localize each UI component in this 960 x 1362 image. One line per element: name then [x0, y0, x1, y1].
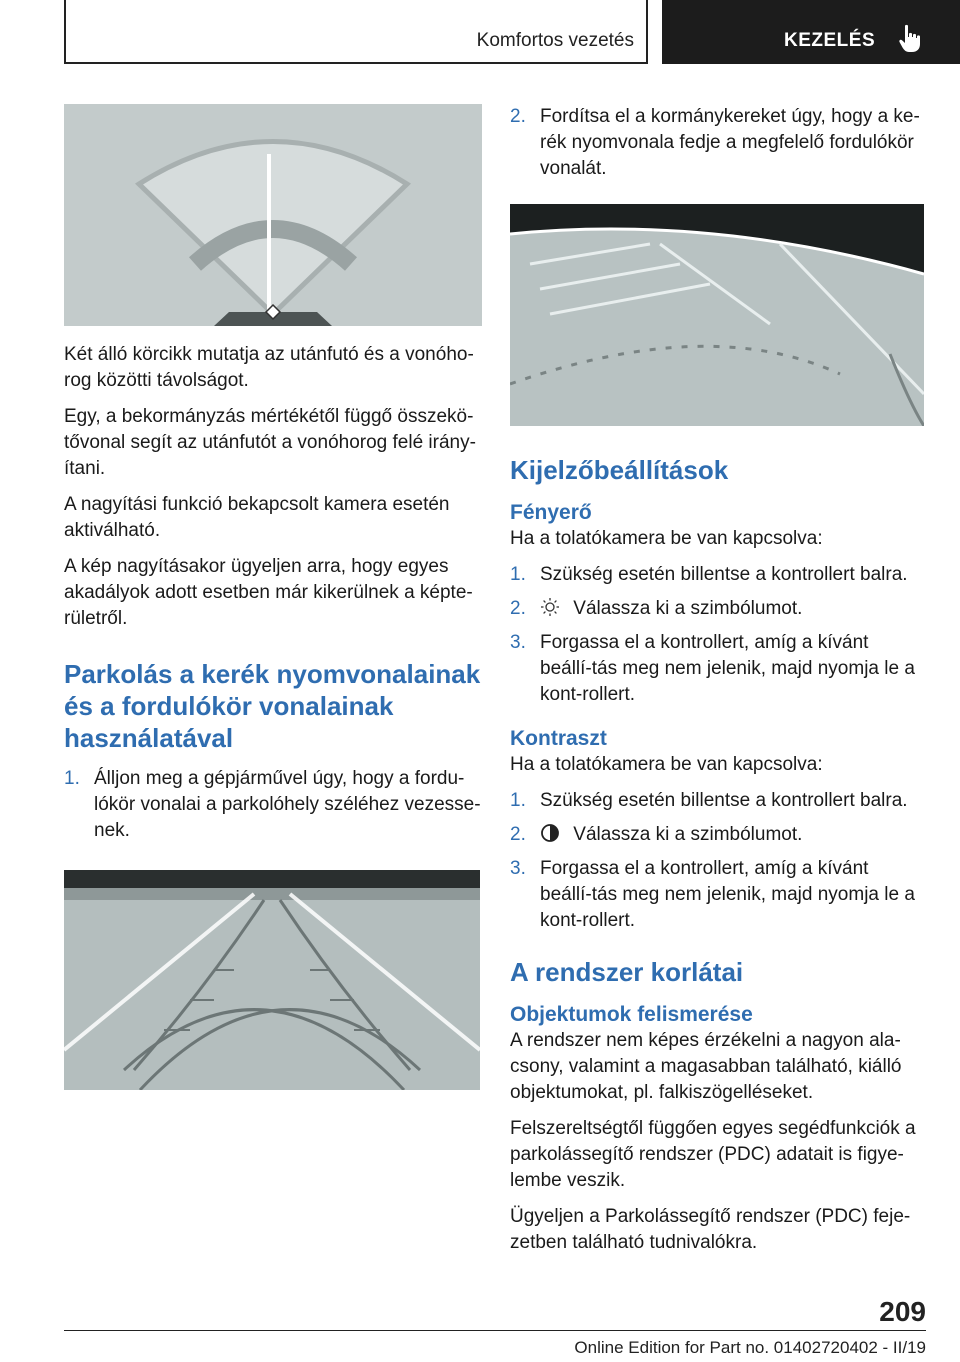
list-item [64, 766, 482, 844]
list-number: 1. [64, 768, 80, 789]
section-heading: Kijelzőbeállítások [510, 455, 729, 485]
list-text: Szükség esetén billentse a kontrollert balra. [540, 790, 908, 811]
paragraph: A rendszer nem képes érzékelni a nagyon ala-csony, valamint a magasabban található, kiálló objektumokat, pl. falkiszögelléseket. [510, 1030, 902, 1103]
list-number: 2. [510, 824, 526, 845]
hand-pointer-icon [898, 24, 924, 54]
list-item [510, 788, 924, 814]
list-item [510, 596, 924, 622]
paragraph: Ügyeljen a Parkolássegítő rendszer (PDC) feje-zetben található tudnivalókra. [510, 1206, 911, 1253]
section-heading: Parkolás a kerék nyomvonalainak és a fordulókör vonalainak használatával [64, 659, 481, 753]
list-number: 2. [510, 106, 526, 127]
list-text: Szükség esetén billentse a kontrollert balra. [540, 564, 908, 585]
list-number: 3. [510, 632, 526, 653]
list-item [510, 822, 924, 848]
sub-heading: Kontraszt [510, 727, 607, 750]
header-chapter-box [64, 0, 648, 64]
list-text: Válassza ki a szimbólumot. [573, 598, 803, 619]
header-section-box [662, 0, 960, 64]
chapter-title: Komfortos vezetés [476, 30, 634, 51]
list-text: Válassza ki a szimbólumot. [573, 824, 803, 845]
list-item [510, 630, 924, 708]
list-item [510, 856, 924, 934]
left-column [64, 104, 482, 1090]
section-heading: A rendszer korlátai [510, 957, 744, 987]
list-item [510, 562, 924, 588]
list-number: 1. [510, 790, 526, 811]
list-text: Fordítsa el a kormánykereket úgy, hogy a ke-rék nyomvonala fedje a megfelelő fordulókör vonalát. [540, 106, 920, 179]
footer-divider [64, 1330, 926, 1331]
turning-circle-lines-image [64, 870, 480, 1090]
trailer-distance-camera-image [64, 104, 482, 326]
list-text: Álljon meg a gépjárművel úgy, hogy a fordu-lókör vonalai a parkolóhely széléhez vezesse-nek. [94, 768, 481, 841]
section-title: KEZELÉS [784, 30, 876, 51]
paragraph: Ha a tolatókamera be van kapcsolva: [510, 528, 823, 549]
contrast-icon [540, 823, 560, 843]
list-text: Forgassa el a kontrollert, amíg a kívánt beállí-tás meg nem jelenik, majd nyomja le a kont-rollert. [540, 632, 915, 705]
paragraph: Egy, a bekormányzás mértékétől függő összekö-tővonal segít az utánfutót a vonóhorog felé irány-ítani. [64, 406, 476, 479]
page-number: 209 [879, 1296, 926, 1327]
paragraph: A nagyítási funkció bekapcsolt kamera esetén aktiválható. [64, 494, 450, 541]
list-number: 2. [510, 598, 526, 619]
list-item [510, 104, 924, 182]
edition-text: Online Edition for Part no. 01402720402 - II/19 [574, 1338, 926, 1357]
paragraph: Felszereltségtől függően egyes segédfunkciók a parkolássegítő rendszer (PDC) adatait is figye-lembe veszik. [510, 1118, 916, 1191]
right-column [510, 104, 924, 1266]
paragraph: Két álló körcikk mutatja az utánfutó és a vonóho-rog közötti távolságot. [64, 344, 474, 391]
sub-heading: Objektumok felismerése [510, 1003, 753, 1026]
sub-heading: Fényerő [510, 501, 592, 524]
list-text: Forgassa el a kontrollert, amíg a kívánt beállí-tás meg nem jelenik, majd nyomja le a kont-rollert. [540, 858, 915, 931]
paragraph: Ha a tolatókamera be van kapcsolva: [510, 754, 823, 775]
list-number: 1. [510, 564, 526, 585]
brightness-icon [540, 597, 560, 617]
list-number: 3. [510, 858, 526, 879]
wheel-track-camera-image [510, 204, 924, 426]
paragraph: A kép nagyításakor ügyeljen arra, hogy egyes akadályok adott esetben már kikerülnek a képte-rületről. [64, 556, 473, 629]
